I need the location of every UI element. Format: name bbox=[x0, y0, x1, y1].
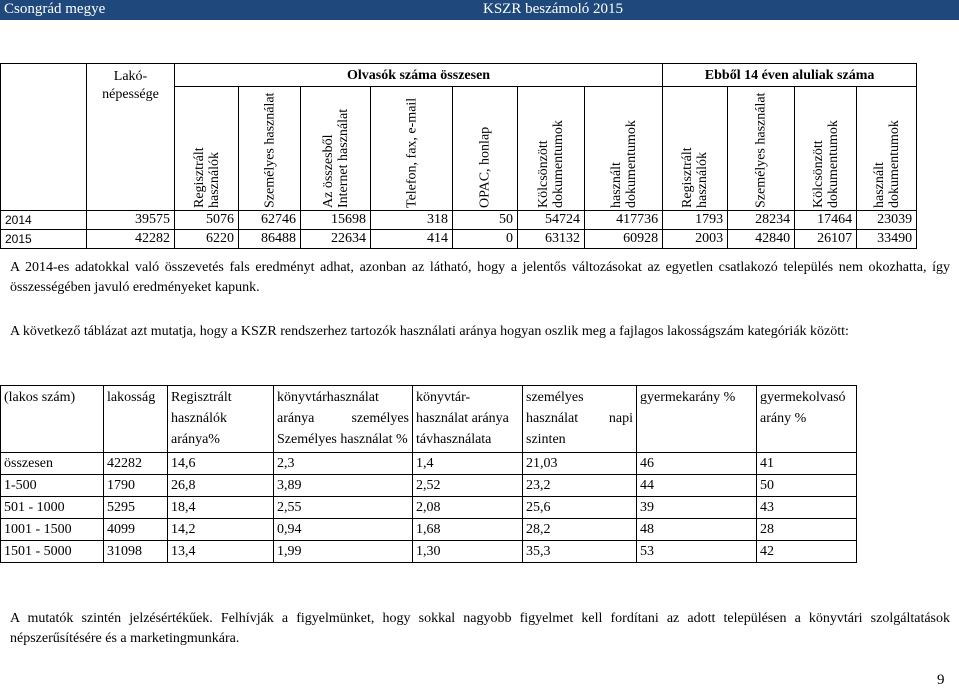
cell: 18,4 bbox=[168, 497, 274, 519]
cell: 42840 bbox=[728, 230, 795, 249]
header-cell: (lakos szám) bbox=[1, 386, 104, 453]
header-cell: gyermekolvasó arány % bbox=[757, 386, 857, 453]
header-cell: személyes használat napi szinten bbox=[523, 386, 637, 453]
cell: 28,2 bbox=[523, 519, 637, 541]
cell: 35,3 bbox=[523, 541, 637, 563]
cell: 2,08 bbox=[413, 497, 523, 519]
header-cell: lakosság bbox=[104, 386, 168, 453]
table-row bbox=[1, 475, 857, 497]
cell: 21,03 bbox=[523, 453, 637, 475]
header-report-title: KSZR beszámoló 2015 bbox=[483, 1, 623, 17]
cell: 28234 bbox=[728, 211, 795, 230]
cell: 43 bbox=[757, 497, 857, 519]
comparison-paragraph: A 2014-es adatokkal való összevetés fals eredményt adhat, azonban az látható, hogy a jelentős változásokat az egyetlen csatlakozó település nem okozhatta, így összességében javuló eredményeket kapunk. bbox=[10, 260, 950, 295]
cell: 1793 bbox=[663, 211, 728, 230]
cell: 22634 bbox=[301, 230, 371, 249]
cell: 25,6 bbox=[523, 497, 637, 519]
cell: 46 bbox=[637, 453, 757, 475]
cell: 41 bbox=[757, 453, 857, 475]
cell: 13,4 bbox=[168, 541, 274, 563]
group-all-readers: Olvasók száma összesen bbox=[175, 64, 663, 87]
cell: 5076 bbox=[175, 211, 239, 230]
cell: összesen bbox=[1, 453, 104, 475]
cell: 44 bbox=[637, 475, 757, 497]
cell: 60928 bbox=[585, 230, 663, 249]
sub-header: Telefon, fax, e-mail bbox=[404, 97, 419, 208]
cell: 62746 bbox=[239, 211, 301, 230]
table-header-row bbox=[1, 386, 857, 453]
table-row bbox=[1, 453, 857, 475]
cell: 501 - 1000 bbox=[1, 497, 104, 519]
cell: 4099 bbox=[104, 519, 168, 541]
cell: 42282 bbox=[87, 230, 175, 249]
cell: 2,55 bbox=[274, 497, 413, 519]
readers-table bbox=[0, 63, 917, 249]
cell: 1501 - 5000 bbox=[1, 541, 104, 563]
cell: 0 bbox=[453, 230, 518, 249]
cell: 42 bbox=[757, 541, 857, 563]
year-header-cell bbox=[1, 64, 87, 211]
header-cell: Regisztrált használók aránya% bbox=[168, 386, 274, 453]
cell: 26,8 bbox=[168, 475, 274, 497]
cell: 14,2 bbox=[168, 519, 274, 541]
header-cell: könyvtár-használat aránya távhasználata bbox=[413, 386, 523, 453]
table-row bbox=[1, 211, 917, 230]
cell: 23039 bbox=[857, 211, 917, 230]
sub-header: Regisztrált használók bbox=[191, 147, 222, 208]
population-header-text: Lakó- népessége bbox=[102, 69, 159, 102]
cell: 54724 bbox=[518, 211, 585, 230]
cell: 2003 bbox=[663, 230, 728, 249]
sub-header: használt dokumentumok bbox=[608, 120, 639, 208]
cell: 39 bbox=[637, 497, 757, 519]
cell: 48 bbox=[637, 519, 757, 541]
usage-ratio-table bbox=[0, 385, 857, 563]
cell: 53 bbox=[637, 541, 757, 563]
cell: 1001 - 1500 bbox=[1, 519, 104, 541]
sub-header: Személyes használat bbox=[753, 92, 769, 208]
sub-header: Kölcsönzött dokumentumok bbox=[810, 120, 841, 208]
sub-header: Az összesből Internet használat bbox=[320, 108, 351, 208]
cell: 1-500 bbox=[1, 475, 104, 497]
cell: 15698 bbox=[301, 211, 371, 230]
header-cell: könyvtárhasználat aránya személyes Személyes használat % bbox=[274, 386, 413, 453]
cell: 14,6 bbox=[168, 453, 274, 475]
cell: 2,52 bbox=[413, 475, 523, 497]
intro-paragraph: A következő táblázat azt mutatja, hogy a KSZR rendszerhez tartozók használati aránya hogyan oszlik meg a fajlagos lakosságszám kategóriák között: bbox=[10, 324, 849, 339]
sub-header: Kölcsönzött dokumentumok bbox=[536, 120, 566, 208]
cell: 1,4 bbox=[413, 453, 523, 475]
cell: 50 bbox=[453, 211, 518, 230]
cell: 3,89 bbox=[274, 475, 413, 497]
cell: 86488 bbox=[239, 230, 301, 249]
row-year: 2015 bbox=[1, 230, 87, 249]
cell: 33490 bbox=[857, 230, 917, 249]
sub-header: Személyes használat bbox=[262, 92, 277, 208]
cell: 31098 bbox=[104, 541, 168, 563]
cell: 1,30 bbox=[413, 541, 523, 563]
cell: 23,2 bbox=[523, 475, 637, 497]
table-row bbox=[1, 497, 857, 519]
table-row bbox=[1, 541, 857, 563]
sub-header: használt dokumentumok bbox=[871, 120, 902, 208]
row-year: 2014 bbox=[1, 211, 87, 230]
table-row bbox=[1, 230, 917, 249]
cell: 6220 bbox=[175, 230, 239, 249]
header-cell: gyermekarány % bbox=[637, 386, 757, 453]
group-under14-readers: Ebből 14 éven aluliak száma bbox=[663, 64, 917, 87]
cell: 28 bbox=[757, 519, 857, 541]
population-header bbox=[87, 64, 175, 211]
cell: 63132 bbox=[518, 230, 585, 249]
cell: 1790 bbox=[104, 475, 168, 497]
sub-header: OPAC, honlap bbox=[477, 126, 493, 208]
cell: 42282 bbox=[104, 453, 168, 475]
table-row bbox=[1, 519, 857, 541]
cell: 17464 bbox=[795, 211, 857, 230]
cell: 1,68 bbox=[413, 519, 523, 541]
cell: 1,99 bbox=[274, 541, 413, 563]
header-county: Csongrád megye bbox=[4, 1, 106, 17]
cell: 417736 bbox=[585, 211, 663, 230]
sub-header: Regisztrált használók bbox=[680, 147, 711, 208]
cell: 318 bbox=[371, 211, 453, 230]
cell: 0,94 bbox=[274, 519, 413, 541]
cell: 26107 bbox=[795, 230, 857, 249]
cell: 39575 bbox=[87, 211, 175, 230]
cell: 2,3 bbox=[274, 453, 413, 475]
page-number: 9 bbox=[937, 672, 945, 688]
page-header bbox=[0, 0, 959, 20]
closing-paragraph: A mutatók szintén jelzésértékűek. Felhívják a figyelmünket, hogy sokkal nagyobb figyelmet kell fordítani az adott településen a könyvtári szolgáltatások népszerűsítésére és a marketingmunkára. bbox=[10, 611, 950, 646]
cell: 5295 bbox=[104, 497, 168, 519]
cell: 50 bbox=[757, 475, 857, 497]
cell: 414 bbox=[371, 230, 453, 249]
